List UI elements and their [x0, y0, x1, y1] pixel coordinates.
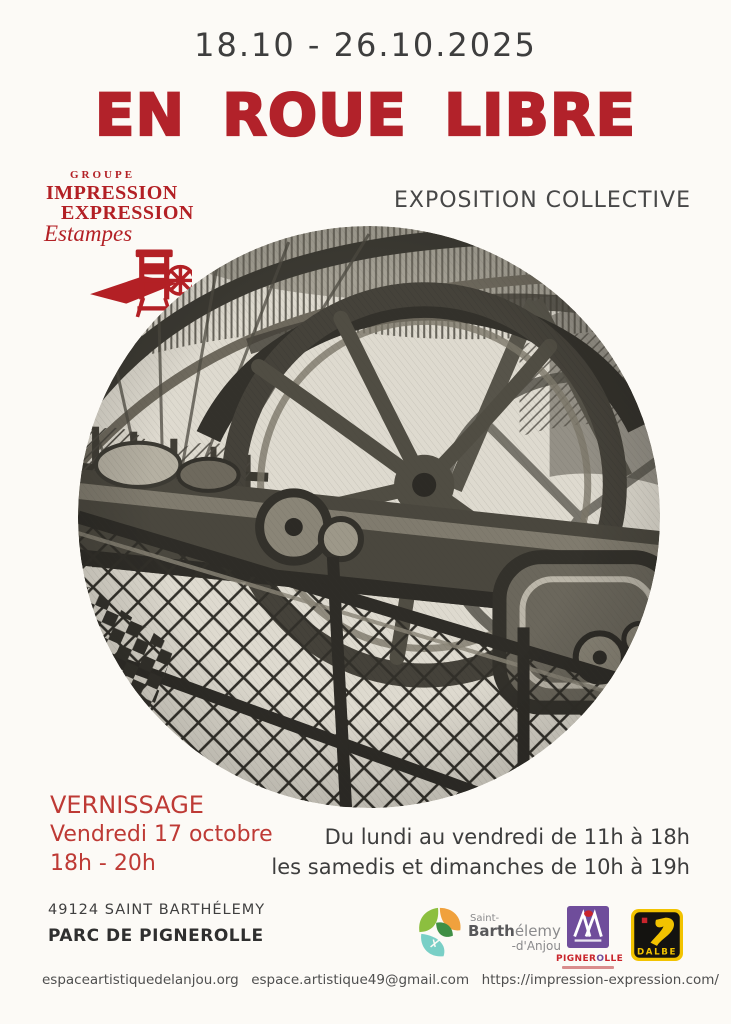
postal-city: 49124 SAINT BARTHÉLEMY [48, 902, 266, 918]
saint-barthelemy-bold: Barth [468, 922, 515, 941]
opening-hours-line2: les samedis et dimanches de 10h à 19h [271, 855, 690, 880]
group-logo-line3: EXPRESSION [61, 201, 194, 224]
saint-barthelemy-top: Saint- [470, 913, 500, 925]
footer-url-link[interactable]: https://impression-expression.com/ [481, 972, 719, 988]
opening-hours [271, 822, 690, 883]
group-logo-line4: Estampes [44, 220, 133, 246]
exhibition-subtitle: EXPOSITION COLLECTIVE [393, 188, 691, 213]
footer-email-link[interactable]: espace.artistique49@gmail.com [251, 972, 470, 988]
footer-website-link[interactable]: espaceartistiquedelanjou.org [42, 972, 239, 988]
leaves-icon [412, 904, 464, 962]
dalbe-logo [631, 909, 683, 965]
saint-barthelemy-middle [468, 924, 561, 939]
pignerolle-part3: LLE [604, 954, 624, 964]
saint-barthelemy-logo [412, 904, 561, 962]
venue-name: PARC DE PIGNEROLLE [48, 926, 264, 946]
opening-hours-line1: Du lundi au vendredi de 11h à 18h [324, 825, 690, 849]
vernissage-block [50, 791, 273, 877]
vernissage-title: VERNISSAGE [50, 791, 204, 819]
vernissage-hours: 18h - 20h [50, 851, 156, 877]
double-a-emblem-icon [567, 906, 609, 948]
footer-links [42, 972, 719, 988]
exhibition-dates: 18.10 - 26.10.2025 [194, 26, 537, 64]
pignerolle-microtext-bar [562, 966, 614, 969]
flywheel-engraving-image [78, 226, 660, 808]
dalbe-label: DALBE [636, 947, 678, 958]
address-block [48, 902, 265, 946]
pignerolle-part2: O [596, 954, 605, 964]
brush-d-emblem-icon [631, 909, 683, 961]
group-logo-line1: GROUPE [70, 169, 136, 181]
group-logo-line2: IMPRESSION [46, 181, 178, 204]
pignerolle-label [556, 954, 624, 964]
pignerolle-part1: PIGNER [556, 954, 597, 964]
saint-barthelemy-light: élemy [514, 922, 561, 941]
saint-barthelemy-bottom: -d'Anjou [511, 938, 561, 953]
exhibition-artwork [78, 226, 660, 808]
exhibition-title: EN ROUE LIBRE [94, 81, 637, 149]
saint-barthelemy-text [468, 914, 561, 952]
pignerolle-logo [556, 906, 624, 969]
vernissage-date: Vendredi 17 octobre [50, 822, 273, 848]
